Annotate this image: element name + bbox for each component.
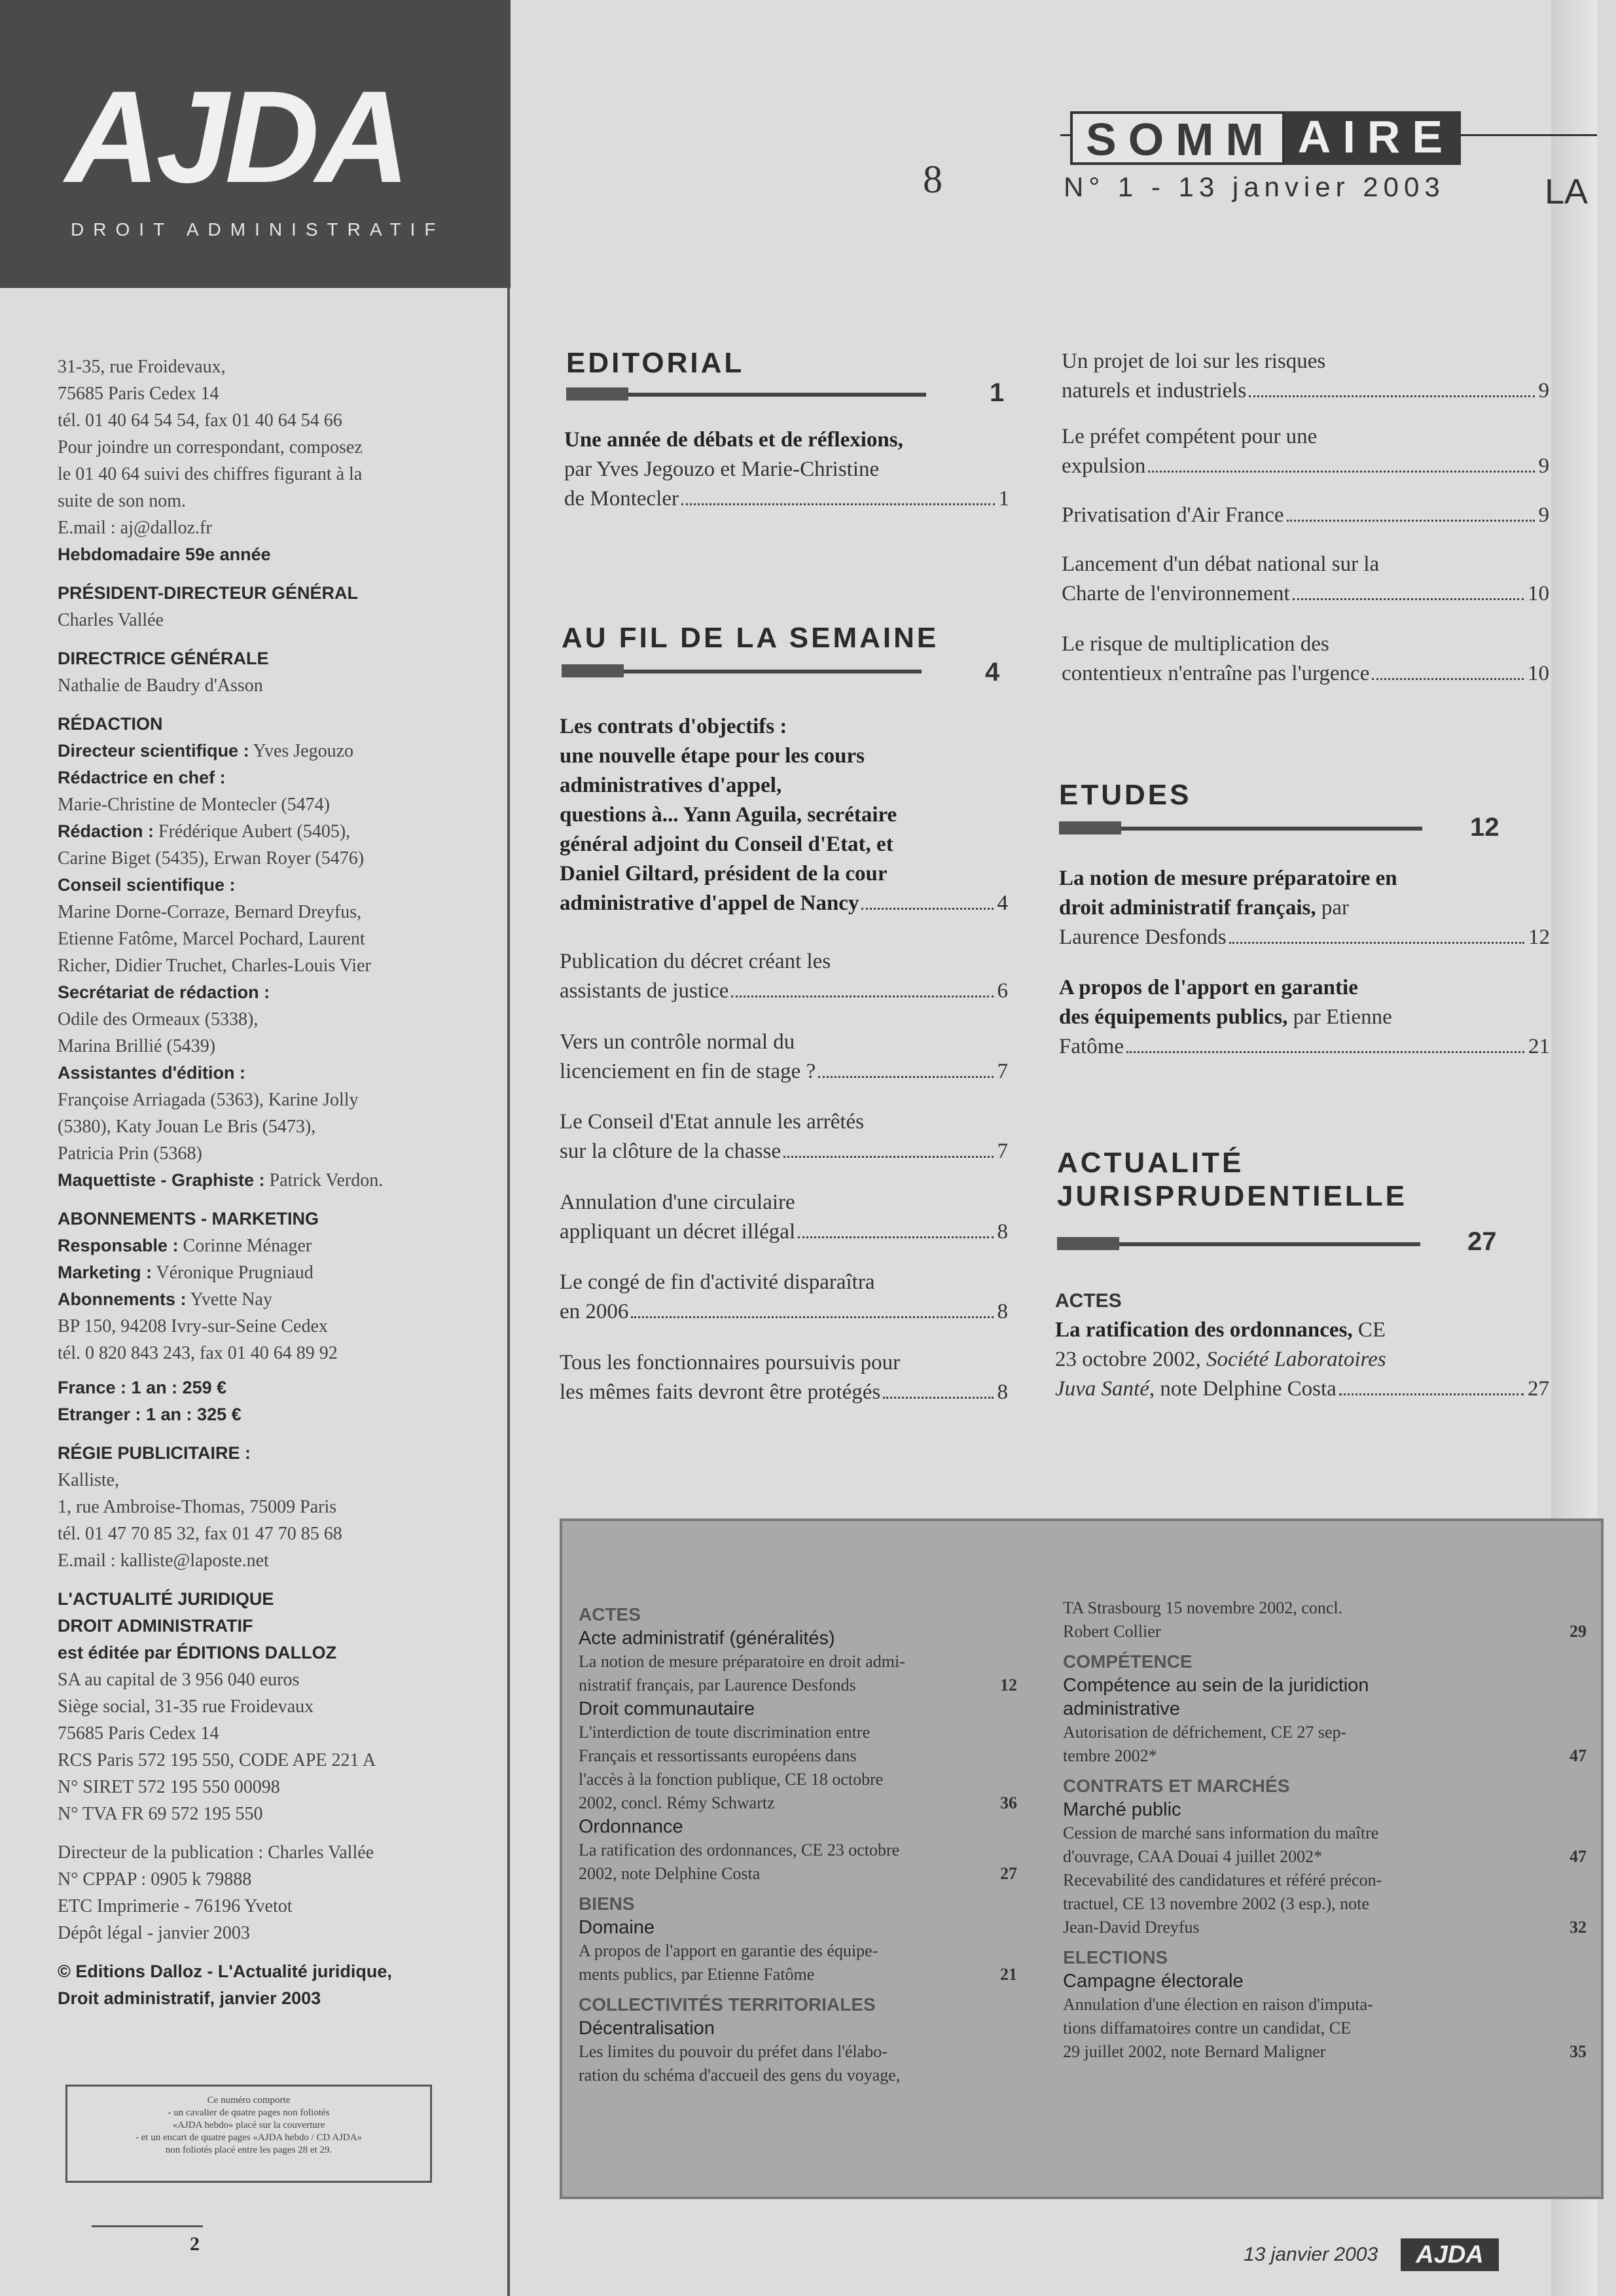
resp-label: Responsable :: [58, 1236, 179, 1255]
toc-entry[interactable]: [560, 1268, 1008, 1327]
entry-line: La notion de mesure préparatoire en: [1059, 867, 1397, 890]
regie-line: E.mail : kalliste@laposte.net: [58, 1551, 269, 1571]
toc-entry[interactable]: [560, 947, 1008, 1006]
entry-last-line: [1062, 452, 1549, 481]
entry-line: administratives d'appel,: [560, 774, 782, 797]
entry-last-text: appliquant un décret illégal: [560, 1220, 796, 1244]
red-names: Frédérique Aubert (5405),: [154, 821, 351, 842]
regie-line: Kalliste,: [58, 1470, 120, 1490]
toc-entry[interactable]: [560, 1028, 1008, 1086]
entry-normal: CE: [1352, 1318, 1386, 1342]
entry-page: 7: [997, 1139, 1008, 1163]
entry-normal: , note Delphine Costa: [1149, 1377, 1337, 1401]
entry-line: A propos de l'apport en garantie: [1059, 976, 1358, 999]
publisher-heading: est éditée par ÉDITIONS DALLOZ: [58, 1643, 337, 1662]
index-entry-line: A propos de l'apport en garantie des équipe-: [579, 1941, 878, 1960]
notice-line: - un cavalier de quatre pages non foliotés: [168, 2108, 330, 2118]
mg-label: Maquettiste - Graphiste :: [58, 1170, 265, 1190]
entry-last-text: les mêmes faits devront être protégés: [560, 1380, 881, 1404]
index-category: ELECTIONS: [1063, 1947, 1168, 1967]
index-subcategory: Acte administratif (généralités): [579, 1628, 835, 1649]
ae-line: Françoise Arriagada (5363), Karine Jolly: [58, 1090, 359, 1110]
index-entry-page: 36: [1000, 1793, 1017, 1812]
issue-line: N° 1 - 13 janvier 2003: [1064, 171, 1445, 202]
handwritten-mark: 8: [923, 158, 943, 201]
resp-name: Corinne Ménager: [178, 1236, 312, 1256]
toc-entry[interactable]: [1062, 550, 1549, 609]
entry-line: une nouvelle étape pour les cours: [560, 744, 865, 768]
entry-line: Lancement d'un débat national sur la: [1062, 552, 1380, 576]
index-entry-line: Autorisation de défrichement, CE 27 sep-: [1063, 1723, 1347, 1742]
entry-line: Le risque de multiplication des: [1062, 632, 1329, 656]
notice-line: Ce numéro comporte: [207, 2095, 291, 2106]
entry-page: 1: [998, 487, 1009, 511]
index-category: ACTES: [579, 1604, 641, 1624]
ae-line: Patricia Prin (5368): [58, 1143, 202, 1164]
entry-last-text: Privatisation d'Air France: [1062, 503, 1284, 527]
editorial-bar: [566, 387, 926, 401]
index-entry-line: La notion de mesure préparatoire en droit admi-: [579, 1652, 905, 1671]
redaction-heading: RÉDACTION: [58, 714, 163, 734]
mg-name: Patrick Verdon.: [264, 1170, 384, 1191]
toc-entry[interactable]: [560, 712, 1008, 918]
index-entry[interactable]: [1063, 1721, 1587, 1768]
index-category: COLLECTIVITÉS TERRITORIALES: [579, 1994, 876, 2015]
entry-line: Le Conseil d'Etat annule les arrêtés: [560, 1110, 865, 1134]
entry-page: 10: [1528, 662, 1549, 685]
entry-last-text: sur la clôture de la chasse: [560, 1139, 781, 1163]
toc-entry[interactable]: [1062, 630, 1549, 689]
resp-line: [58, 1232, 490, 1259]
entry-last-text: naturels et industriels: [1062, 379, 1247, 403]
index-entry-line: d'ouvrage, CAA Douai 4 juillet 2002*: [1063, 1847, 1323, 1866]
entry-page: 9: [1538, 503, 1549, 527]
entry-bold: droit administratif français,: [1059, 896, 1316, 920]
cs-label: Conseil scientifique :: [58, 875, 236, 895]
ab-name: Yvette Nay: [186, 1289, 272, 1310]
index-entry-line: La ratification des ordonnances, CE 23 octobre: [579, 1840, 900, 1859]
index-entry-line: Recevabilité des candidatures et référé précon-: [1063, 1871, 1382, 1890]
entry-last-text: de Montecler: [564, 487, 679, 511]
rc-label: Rédactrice en chef :: [58, 768, 226, 787]
address-line: suite de son nom.: [58, 491, 186, 511]
entry-line: Les contrats d'objectifs :: [560, 715, 787, 738]
footer-date: 13 janvier 2003: [1244, 2244, 1378, 2265]
entry-normal: par Etienne: [1287, 1005, 1392, 1029]
actualite-heading-2: JURISPRUDENTIELLE: [1057, 1179, 1407, 1212]
entry-page: 4: [997, 891, 1008, 915]
notice-line: «AJDA hebdo» placé sur la couverture: [172, 2120, 325, 2130]
copyright: © Editions Dalloz - L'Actualité juridique,: [58, 1962, 392, 1981]
entry-last-text: en 2006: [560, 1300, 629, 1323]
entry-page: 8: [997, 1220, 1008, 1244]
entry-line: Publication du décret créant les: [560, 950, 831, 973]
entry-page: 6: [997, 979, 1008, 1003]
index-entry-line: Annulation d'une élection en raison d'imputa-: [1063, 1995, 1373, 2014]
toc-entry[interactable]: [1062, 501, 1549, 530]
entry-page: 7: [997, 1060, 1008, 1083]
index-entry[interactable]: [579, 1839, 1017, 1886]
address-line: le 01 40 64 suivi des chiffres figurant à la: [58, 464, 363, 484]
entry-last-line: [1059, 923, 1550, 952]
cs-line: Marine Dorne-Corraze, Bernard Dreyfus,: [58, 902, 362, 922]
address-line: 31-35, rue Froidevaux,: [58, 357, 226, 377]
red-line: [58, 818, 490, 845]
entry-last-line: [560, 1057, 1008, 1086]
price-etranger: Etranger : 1 an : 325 €: [58, 1405, 242, 1424]
entry-last-text: expulsion: [1062, 454, 1146, 478]
entry-bold: La ratification des ordonnances,: [1055, 1318, 1353, 1342]
entry-authors: par Yves Jegouzo et Marie-Christine: [564, 457, 880, 481]
index-subcategory: Décentralisation: [579, 2018, 715, 2039]
index-category: BIENS: [579, 1893, 635, 1914]
cs-line: Richer, Didier Truchet, Charles-Louis Vier: [58, 956, 371, 976]
mkt-label: Marketing :: [58, 1263, 153, 1282]
mkt-name: Véronique Prugniaud: [152, 1263, 314, 1283]
index-entry-page: 47: [1570, 1847, 1587, 1866]
toc-entry[interactable]: [560, 1107, 1008, 1166]
cs-line: Etienne Fatôme, Marcel Pochard, Laurent: [58, 929, 365, 949]
entry-line: Tous les fonctionnaires poursuivis pour: [560, 1351, 901, 1374]
page-number: 2: [190, 2233, 200, 2255]
pdg-heading: PRÉSIDENT-DIRECTEUR GÉNÉRAL: [58, 583, 359, 603]
masthead: [0, 0, 511, 288]
actualite-heading-1: ACTUALITÉ: [1057, 1147, 1244, 1179]
red-names-2: Carine Biget (5435), Erwan Royer (5476): [58, 848, 365, 869]
publisher-heading: DROIT ADMINISTRATIF: [58, 1616, 253, 1636]
entry-line: Daniel Giltard, président de la cour: [560, 862, 888, 886]
index-entry[interactable]: [1063, 1869, 1587, 1939]
toc-entry[interactable]: [1062, 347, 1549, 406]
etudes-bar: [1059, 821, 1422, 834]
index-entry-line: 29 juillet 2002, note Bernard Maligner: [1063, 2042, 1326, 2061]
frequency: Hebdomadaire 59e année: [58, 545, 271, 564]
index-entry-line: tions diffamatoires contre un candidat, CE: [1063, 2018, 1351, 2037]
ds-name: Yves Jegouzo: [249, 741, 354, 761]
index-left-column: [579, 1596, 1017, 2087]
index-right-column: [1063, 1596, 1587, 2064]
entry-page: 8: [997, 1300, 1008, 1323]
entry-bold: des équipements publics,: [1059, 1005, 1288, 1029]
index-entry-line: ments publics, par Etienne Fatôme: [579, 1965, 815, 1984]
publisher-line: N° SIRET 572 195 550 00098: [58, 1777, 280, 1797]
toc-entry[interactable]: [560, 1188, 1008, 1247]
entry-page: 8: [997, 1380, 1008, 1404]
editorial-heading: EDITORIAL: [566, 347, 745, 379]
entry-page: 27: [1528, 1377, 1549, 1401]
red-label: Rédaction :: [58, 821, 154, 841]
index-entry[interactable]: [1063, 1596, 1587, 1643]
index-entry[interactable]: [579, 1939, 1017, 1986]
ab-address: BP 150, 94208 Ivry-sur-Seine Cedex: [58, 1316, 328, 1336]
legal-line: N° CPPAP : 0905 k 79888: [58, 1869, 252, 1890]
index-entry-line: Robert Collier: [1063, 1622, 1161, 1641]
entry-title: Une année de débats et de réflexions,: [564, 428, 903, 452]
index-subcategory: Marché public: [1063, 1799, 1181, 1820]
semaine-page: 4: [985, 658, 1000, 687]
entry-line: général adjoint du Conseil d'Etat, et: [560, 833, 893, 856]
logo-subtitle: DROIT ADMINISTRATIF: [71, 219, 445, 240]
sec-line: Odile des Ormeaux (5338),: [58, 1009, 259, 1030]
address-line: 75685 Paris Cedex 14: [58, 384, 219, 404]
publisher-line: N° TVA FR 69 572 195 550: [58, 1804, 263, 1824]
index-entry-line: l'accès à la fonction publique, CE 18 octobre: [579, 1770, 884, 1789]
ab-line: [58, 1286, 490, 1313]
entry-last-text: assistants de justice: [560, 979, 729, 1003]
index-entry-line: Cession de marché sans information du maître: [1063, 1823, 1379, 1842]
sidebar: [58, 353, 490, 2012]
entry-last-text: administrative d'appel de Nancy: [560, 891, 859, 915]
publisher-line: Siège social, 31-35 rue Froidevaux: [58, 1696, 314, 1717]
entry-line: Vers un contrôle normal du: [560, 1030, 795, 1054]
ae-line: (5380), Katy Jouan Le Bris (5473),: [58, 1117, 316, 1137]
dg-name: Nathalie de Baudry d'Asson: [58, 675, 263, 696]
index-entry[interactable]: [579, 2040, 1017, 2087]
index-entry-page: 21: [1000, 1965, 1017, 1984]
index-subcategory: Domaine: [579, 1917, 655, 1938]
publisher-heading: L'ACTUALITÉ JURIDIQUE: [58, 1589, 274, 1609]
publisher-line: SA au capital de 3 956 040 euros: [58, 1670, 300, 1690]
index-category: COMPÉTENCE: [1063, 1651, 1193, 1672]
actualite-heading: [1057, 1147, 1407, 1213]
regie-line: tél. 01 47 70 85 32, fax 01 47 70 85 68: [58, 1524, 342, 1544]
index-subcategory: Compétence au sein de la juridiction: [1063, 1675, 1369, 1696]
entry-last-line: [560, 889, 1008, 918]
notice-line: non foliotés placé entre les pages 28 et 29.: [165, 2145, 332, 2155]
sidebar-divider: [507, 288, 510, 2296]
actualite-page: 27: [1467, 1227, 1497, 1256]
pdg-name: Charles Vallée: [58, 610, 164, 630]
entry-line: [1055, 1345, 1549, 1374]
editorial-page: 1: [990, 378, 1005, 407]
entry-last-line: [1062, 659, 1549, 689]
dg-heading: DIRECTRICE GÉNÉRALE: [58, 649, 269, 668]
toc-entry[interactable]: [1062, 422, 1549, 481]
price-france: France : 1 an : 259 €: [58, 1378, 227, 1397]
index-entry-line: tractuel, CE 13 novembre 2002 (3 esp.), note: [1063, 1894, 1369, 1913]
entry-line: [1055, 1316, 1549, 1345]
entry-line: Annulation d'une circulaire: [560, 1191, 795, 1214]
mkt-line: [58, 1259, 490, 1286]
index-entry-line: ration du schéma d'accueil des gens du voyage,: [579, 2066, 901, 2085]
insert-notice: [65, 2085, 432, 2183]
index-entry[interactable]: [579, 1721, 1017, 1815]
entry-last-line: [560, 1378, 1008, 1407]
semaine-heading: AU FIL DE LA SEMAINE: [562, 622, 939, 654]
entry-italic: Société Laboratoires: [1206, 1348, 1386, 1371]
entry-last-text: Fatôme: [1059, 1035, 1124, 1058]
entry-line: Le congé de fin d'activité disparaîtra: [560, 1270, 875, 1294]
mg-line: [58, 1167, 490, 1194]
index-entry-page: 27: [1000, 1864, 1017, 1883]
actes-label: ACTES: [1055, 1290, 1122, 1312]
sommaire-title: [1070, 111, 1461, 165]
ab-label: Abonnements :: [58, 1289, 187, 1309]
entry-page: 9: [1538, 454, 1549, 478]
index-category: CONTRATS ET MARCHÉS: [1063, 1776, 1290, 1796]
index-subcategory: administrative: [1063, 1698, 1180, 1719]
index-subcategory: Ordonnance: [579, 1816, 683, 1837]
index-entry-line: TA Strasbourg 15 novembre 2002, concl.: [1063, 1598, 1343, 1617]
entry-line: questions à... Yann Aguila, secrétaire: [560, 803, 897, 827]
entry-line: Un projet de loi sur les risques: [1062, 350, 1326, 373]
index-entry-line: L'interdiction de toute discrimination entre: [579, 1723, 871, 1742]
index-entry[interactable]: [1063, 1821, 1587, 1869]
index-entry-line: nistratif français, par Laurence Desfonds: [579, 1676, 856, 1695]
legal-line: Directeur de la publication : Charles Vallée: [58, 1842, 374, 1863]
entry-last-line: [1055, 1374, 1549, 1404]
entry-last-line: [1062, 376, 1549, 406]
ds-label: Directeur scientifique :: [58, 741, 249, 761]
publisher-line: RCS Paris 572 195 550, CODE APE 221 A: [58, 1750, 376, 1770]
entry-last-line: [1059, 1032, 1550, 1062]
folio-rule: [92, 2225, 203, 2227]
index-entry-line: tembre 2002*: [1063, 1746, 1157, 1765]
title-part1: SOMM: [1070, 111, 1285, 165]
toc-entry[interactable]: [1059, 864, 1550, 952]
entry-last-line: [560, 1297, 1008, 1327]
handwritten-mark-2: LA: [1545, 172, 1589, 211]
entry-last-text: contentieux n'entraîne pas l'urgence: [1062, 662, 1370, 685]
ds-line: [58, 738, 490, 764]
abo-heading: ABONNEMENTS - MARKETING: [58, 1209, 319, 1229]
address-line: Pour joindre un correspondant, composez: [58, 437, 363, 457]
actualite-bar: [1057, 1237, 1420, 1250]
regie-line: 1, rue Ambroise-Thomas, 75009 Paris: [58, 1497, 337, 1517]
sec-label: Secrétariat de rédaction :: [58, 982, 270, 1002]
toc-entry[interactable]: [560, 1348, 1008, 1407]
index-entry[interactable]: [1063, 1993, 1587, 2064]
index-entry-page: 47: [1570, 1746, 1587, 1765]
entry-last-text: Laurence Desfonds: [1059, 925, 1227, 949]
entry-page: 21: [1528, 1035, 1550, 1058]
legal-line: ETC Imprimerie - 76196 Yvetot: [58, 1896, 293, 1916]
title-part2: AIRE: [1285, 111, 1461, 165]
entry-last-text: Charte de l'environnement: [1062, 582, 1290, 605]
toc-entry[interactable]: [564, 425, 1009, 514]
entry-last-line: [560, 1137, 1008, 1166]
entry-last-line: [560, 977, 1008, 1006]
index-entry-page: 29: [1570, 1622, 1587, 1641]
sec-line: Marina Brillié (5439): [58, 1036, 216, 1056]
entry-last-line: [564, 484, 1009, 514]
notice-line: - et un encart de quatre pages «AJDA hebdo / CD AJDA»: [135, 2132, 363, 2143]
footer-logo: AJDA: [1401, 2238, 1499, 2271]
entry-page: 9: [1538, 379, 1549, 403]
publisher-line: 75685 Paris Cedex 14: [58, 1723, 219, 1744]
ab-address: tél. 0 820 843 243, fax 01 40 64 89 92: [58, 1343, 338, 1363]
index-entry[interactable]: [579, 1650, 1017, 1697]
entry-last-line: [1062, 501, 1549, 530]
semaine-bar: [562, 664, 922, 677]
entry-page: 12: [1528, 925, 1550, 949]
index-entry-page: 35: [1570, 2042, 1587, 2061]
etudes-heading: ETUDES: [1059, 779, 1192, 811]
index-entry-line: 2002, note Delphine Costa: [579, 1864, 761, 1883]
etudes-page: 12: [1470, 813, 1499, 842]
entry-last-line: [560, 1217, 1008, 1247]
index-entry-page: 12: [1000, 1676, 1017, 1695]
logo: AJDA: [65, 64, 406, 210]
copyright: Droit administratif, janvier 2003: [58, 1988, 321, 2008]
toc-entry[interactable]: [1059, 973, 1550, 1062]
thematic-index: [560, 1518, 1604, 2199]
toc-entry[interactable]: [1055, 1286, 1549, 1404]
index-subcategory: Campagne électorale: [1063, 1971, 1244, 1992]
index-entry-line: Les limites du pouvoir du préfet dans l'élabo-: [579, 2042, 888, 2061]
legal-line: Dépôt légal - janvier 2003: [58, 1923, 250, 1943]
index-subcategory: Droit communautaire: [579, 1698, 755, 1719]
entry-normal: 23 octobre 2002,: [1055, 1348, 1206, 1371]
entry-line: [1059, 1003, 1550, 1032]
ae-label: Assistantes d'édition :: [58, 1063, 245, 1083]
address-line: tél. 01 40 64 54 54, fax 01 40 64 54 66: [58, 410, 342, 431]
email: E.mail : aj@dalloz.fr: [58, 518, 212, 538]
regie-heading: RÉGIE PUBLICITAIRE :: [58, 1443, 251, 1463]
entry-last-line: [1062, 579, 1549, 609]
index-entry-line: Jean-David Dreyfus: [1063, 1918, 1200, 1937]
index-entry-page: 32: [1570, 1918, 1587, 1937]
entry-line: [1059, 893, 1550, 923]
index-entry-line: Français et ressortissants européens dans: [579, 1746, 857, 1765]
index-entry-line: 2002, concl. Rémy Schwartz: [579, 1793, 775, 1812]
entry-last-text: licenciement en fin de stage ?: [560, 1060, 816, 1083]
entry-line: Le préfet compétent pour une: [1062, 425, 1318, 448]
entry-page: 10: [1528, 582, 1549, 605]
entry-normal: par: [1316, 896, 1350, 920]
entry-italic: Juva Santé: [1055, 1377, 1149, 1401]
rc-name: Marie-Christine de Montecler (5474): [58, 795, 330, 815]
